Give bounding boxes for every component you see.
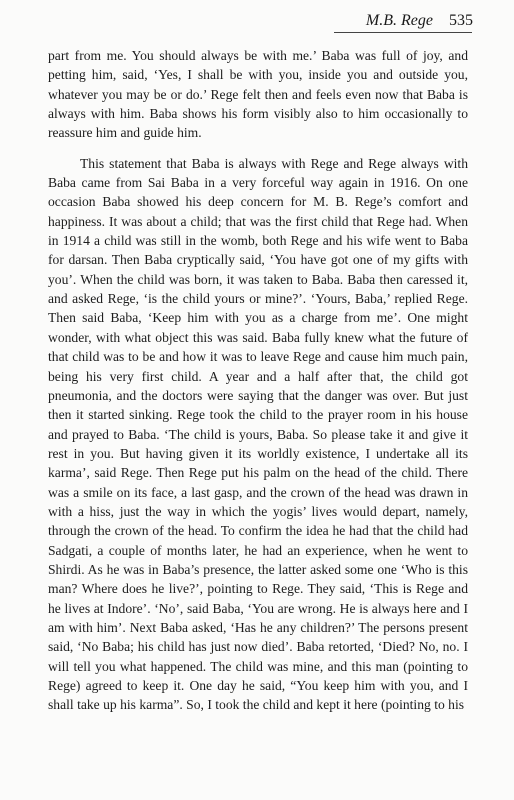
body-text (48, 46, 468, 715)
paragraph: This statement that Baba is always with Rege and Rege always with Baba came from Sai Baba in a very forceful way again in 1916. On one occasion Baba showed his deep concern for M. B. Rege’s comfort and happiness. It was about a child; that was the first child that Rege had. When in 1914 a child was still in the womb, both Rege and his wife went to Baba for darsan. Then Baba cryptically said, ‘You have got one of my gifts with you’. When the child was born, it was taken to Baba. Baba then caressed it, and asked Rege, ‘is the child yours or mine?’. ‘Yours, Baba,’ replied Rege. Then said Baba, ‘Keep him with you as a charge from me’. One might wonder, with what object this was said. Baba fully knew what the future of that child was to be and how it was to leave Rege and cause him much pain, being his very first child. A year and a half after that, the child got pneumonia, and the doctors were saying that the danger was over. But just then it started sinking. Rege took the child to the prayer room in his house and prayed to Baba. ‘The child is yours, Baba. So please take it and give it rest in you. But having given it its worldly existence, I undertake all its karma’, said Rege. Then Rege put his palm on the head of the child. There was a smile on its face, a last gasp, and the crown of the head was drawn in with a hiss, just the way in which the yogis’ lives would depart, namely, through the crown of the head. To confirm the idea he had that the child had Sadgati, a couple of months later, he had an experience, when he went to Shirdi. As he was in Baba’s presence, the latter asked some one ‘Who is this man? Where does he live?’, pointing to Rege. They said, ‘This is Rege and he lives at Indore’. ‘No’, said Baba, ‘You are wrong. He is always here and I am with him’. Next Baba asked, ‘Has he any children?’ The persons present said, ‘No Baba; his child has just now died’. Baba retorted, ‘Died? No, no. I will tell you what happened. The child was mine, and this man (pointing to Rege) agreed to keep it. One day he said, “You keep him with you, and I shall take up his karma”. So, I took the child and kept it here (pointing to his (48, 155, 468, 713)
page-number: 535 (449, 12, 473, 29)
running-head-title: M.B. Rege (365, 12, 433, 29)
header-rule (334, 32, 472, 33)
running-head (366, 12, 473, 30)
paragraph: part from me. You should always be with me.’ Baba was full of joy, and petting him, said, ‘Yes, I shall be with you, inside you and outside you, whatever you may be or do.’ Rege felt then and feels even now that Baba is always with him. Baba shows his form visibly also to him occasionally to reassure him and guide him. (48, 48, 468, 141)
